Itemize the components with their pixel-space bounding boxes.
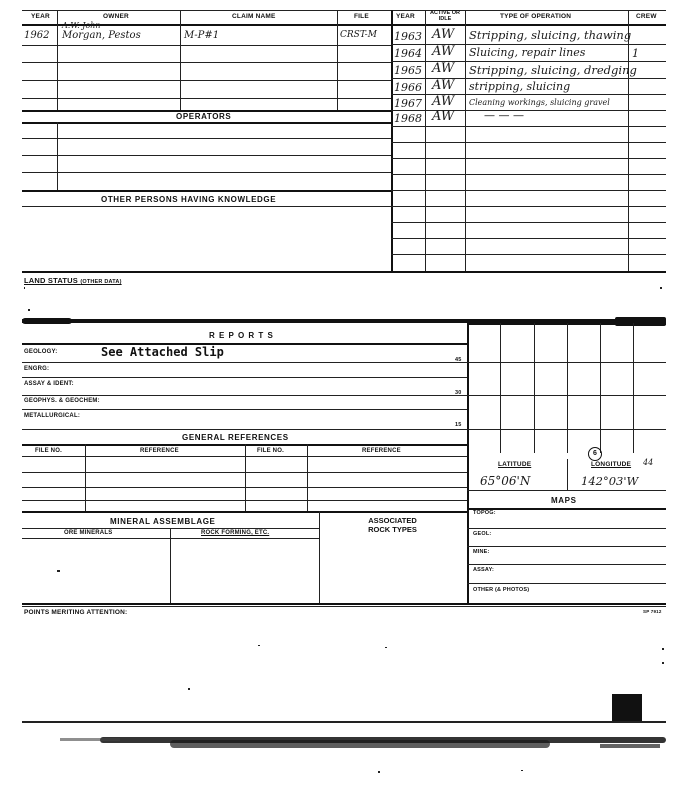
year2-header: YEAR	[396, 13, 415, 20]
row-num-15: 15	[455, 422, 462, 428]
longitude-annotation: 44	[643, 458, 654, 467]
rock-forming-label: ROCK FORMING, ETC.	[201, 530, 270, 536]
op-type: stripping, sluicing	[469, 80, 571, 93]
op-type: Stripping, sluicing, thawing	[469, 28, 632, 42]
longitude-label: LONGITUDE	[591, 461, 632, 468]
ore-minerals-label: ORE MINERALS	[64, 530, 113, 536]
maps-geol-label: GEOL:	[473, 531, 492, 537]
other-persons-label: OTHER PERSONS HAVING KNOWLEDGE	[101, 195, 277, 204]
associated-rock-types-label: ASSOCIATED ROCK TYPES	[368, 516, 417, 534]
row-num-45: 45	[455, 357, 462, 363]
year-header: YEAR	[31, 13, 50, 20]
maps-topog-label: TOPOG:	[473, 510, 496, 516]
op-type: Cleaning workings, sluicing gravel	[469, 98, 610, 107]
points-meriting-attention-label: POINTS MERITING ATTENTION:	[24, 609, 128, 616]
op-type: Sluicing, repair lines	[469, 46, 586, 59]
owner-year: 1962	[24, 30, 50, 41]
general-references-title: GENERAL REFERENCES	[182, 433, 289, 442]
gr-file-no-1: FILE NO.	[35, 448, 62, 454]
row-num-30: 30	[455, 390, 462, 396]
op-year: 1964	[394, 47, 422, 60]
assay-label: ASSAY & IDENT:	[24, 381, 74, 387]
crew-header: CREW	[636, 13, 657, 20]
engrg-label: ENGRG:	[24, 366, 50, 372]
claim-name-header: CLAIM NAME	[232, 13, 276, 20]
geophys-label: GEOPHYS. & GEOCHEM:	[24, 398, 100, 404]
reports-title: R E P O R T S	[209, 331, 274, 340]
gr-reference-1: REFERENCE	[140, 448, 179, 454]
file-header: FILE	[354, 13, 369, 20]
maps-assay-label: ASSAY:	[473, 567, 495, 573]
file-value: CRST-M	[340, 30, 377, 40]
form-number: SP 7912	[643, 609, 662, 614]
owner-name: Morgan, Pestos	[62, 30, 141, 41]
op-year: 1967	[394, 97, 422, 110]
maps-title: MAPS	[551, 496, 577, 505]
op-status: AW	[432, 109, 455, 124]
op-status: AW	[432, 44, 455, 59]
land-status-label: LAND STATUS (OTHER DATA)	[24, 276, 122, 285]
op-status: AW	[432, 78, 455, 93]
op-year: 1966	[394, 81, 422, 94]
claim-name-value: M-P#1	[184, 30, 220, 41]
op-status: AW	[432, 94, 455, 109]
op-type: Stripping, sluicing, dredging	[469, 63, 637, 77]
op-year: 1963	[394, 30, 422, 43]
longitude-value: 142°03'W	[581, 474, 639, 488]
op-status: AW	[432, 61, 455, 76]
op-crew: 1	[632, 47, 639, 60]
circled-number: 6	[588, 447, 602, 461]
owner-annotation: A.W. John	[62, 21, 101, 30]
geology-label: GEOLOGY:	[24, 349, 58, 355]
type-of-operation-header: TYPE OF OPERATION	[500, 13, 572, 20]
active-idle-header: ACTIVE OR IDLE	[430, 10, 460, 22]
op-status: AW	[432, 27, 455, 42]
operators-label: OPERATORS	[176, 112, 232, 121]
latitude-label: LATITUDE	[498, 461, 532, 468]
latitude-value: 65°06'N	[480, 474, 531, 488]
maps-other-label: OTHER (& PHOTOS)	[473, 587, 530, 593]
op-year: 1965	[394, 64, 422, 77]
op-type: — — —	[484, 109, 524, 122]
owner-header: OWNER	[103, 13, 129, 20]
metallurgical-label: METALLURGICAL:	[24, 413, 81, 419]
mineral-assemblage-title: MINERAL ASSEMBLAGE	[110, 517, 216, 526]
gr-file-no-2: FILE NO.	[257, 448, 284, 454]
gr-reference-2: REFERENCE	[362, 448, 401, 454]
op-year: 1968	[394, 112, 422, 125]
geology-value: See Attached Slip	[101, 345, 224, 359]
maps-mine-label: MINE:	[473, 549, 490, 555]
